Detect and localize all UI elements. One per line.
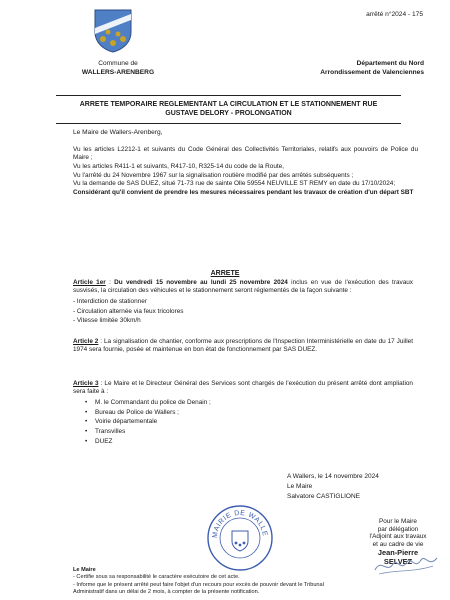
- bullet-icon: •: [85, 437, 88, 445]
- arrete-heading: ARRETE: [210, 270, 240, 277]
- bullet-icon: •: [85, 408, 88, 416]
- stamp-seal-icon: [205, 503, 275, 573]
- footer-line: - Informe que le présent arrêté peut faire l'objet d'un recours pour excès de pouvoir devant le Tribunal: [73, 581, 324, 588]
- recipient-text: Bureau de Police de Wallers ;: [95, 408, 179, 416]
- measure-item: - Circulation alternée via feux tricolores: [73, 307, 184, 315]
- signature-place-date: A Wallers, le 14 novembre 2024: [287, 473, 379, 480]
- intro-line: Le Maire de Wallers-Arenberg,: [73, 129, 163, 136]
- consideration-item: Vu l'arrêté du 24 Novembre 1967 sur la signalisation routière modifié par des arrêtés subséquents ;: [73, 171, 354, 179]
- legal-footer: [73, 567, 443, 596]
- article-2-label: Article 2: [73, 338, 99, 345]
- article-1-sep: :: [105, 279, 115, 286]
- commune-crest: [93, 8, 133, 53]
- delegation-line: et au cadre de vie: [372, 541, 424, 549]
- delegation-line: Pour le Maire: [378, 518, 417, 525]
- recipient-text: M. le Commandant du police de Denain ;: [95, 398, 211, 406]
- article-1: [73, 279, 413, 327]
- svg-text:MAIRIE DE WALLERS: [205, 503, 268, 538]
- department-block: [320, 60, 424, 77]
- document-title: [56, 95, 401, 124]
- recipient-item: [85, 428, 413, 436]
- measure-item: - Interdiction de stationner: [73, 297, 147, 305]
- stamp-text: MAIRIE DE WALLE: [211, 509, 269, 539]
- recipient-text: DUEZ: [95, 437, 113, 445]
- signature-block: [287, 473, 379, 502]
- official-stamp: [205, 503, 275, 573]
- article-1-label: Article 1er: [73, 279, 106, 286]
- department-name: Département du Nord: [356, 60, 424, 67]
- consideration-item: Vu la demande de SAS DUEZ, situé 71-73 rue de sainte Olle 59554 NEUVILLE ST REMY en date du 17/10/2024;: [73, 180, 396, 188]
- recipient-item: [85, 437, 413, 446]
- commune-label: Commune de: [98, 60, 138, 67]
- footer-heading: Le Maire: [73, 567, 96, 573]
- article-1-period: Du vendredi 15 novembre au lundi 25 novembre 2024: [114, 279, 288, 286]
- arrondissement-name: Arrondissement de Valenciennes: [320, 68, 424, 76]
- article-3: [73, 380, 413, 448]
- article-3-label: Article 3: [73, 380, 99, 387]
- footer-line: - Certifie sous sa responsabilité le caractère exécutoire de cet acte.: [73, 574, 240, 581]
- article-3-text: [73, 380, 413, 397]
- recipient-item: [85, 418, 413, 426]
- footer-line: Administratif dans un délai de 2 mois, à compter de la présente notification.: [73, 588, 260, 595]
- article-2-body: : La signalisation de chantier, conforme aux prescriptions de l'Inspection Interministérielle en date du 17 Juillet 1974 sera fournie, posée et maintenue en bon état de fonctionnement par SAS DUEZ.: [73, 338, 413, 354]
- consideration-item: Vu les articles R411-1 et suivants, R417-10, R325-14 du code de la Route,: [73, 163, 285, 171]
- bullet-icon: •: [85, 398, 88, 406]
- article-1-text: [73, 279, 413, 296]
- crest-shield-icon: [93, 8, 133, 53]
- consideration-item: Vu les articles L2212-1 et suivants du Code Général des Collectivités Territoriales, relatifs aux pouvoirs de Police du Maire ;: [73, 146, 418, 162]
- delegation-line: par délégation: [377, 525, 419, 533]
- recipient-item: [85, 408, 413, 417]
- title-line-1: ARRETE TEMPORAIRE REGLEMENTANT LA CIRCULATION ET LE STATIONNEMENT RUE: [79, 101, 378, 108]
- bullet-icon: •: [85, 418, 88, 426]
- recipient-item: [85, 398, 413, 407]
- commune-name: WALLERS-ARENBERG: [81, 68, 155, 76]
- considerations: [73, 146, 418, 198]
- bullet-icon: •: [85, 428, 88, 436]
- signature-name: Salvatore CASTIGLIONE: [287, 492, 360, 500]
- title-line-2: GUSTAVE DELORY - PROLONGATION: [165, 110, 292, 118]
- recipient-text: Voirie départementale: [95, 418, 158, 426]
- measure-item: - Vitesse limitée 30km/h: [73, 317, 141, 325]
- recipients-list: [85, 398, 413, 446]
- recipient-text: Transvilles: [95, 428, 126, 436]
- article-3-body: : Le Maire et le Directeur Général des Services sont chargés de l'exécution du présent arrêté dont ampliation sera faite à :: [73, 380, 413, 396]
- measures-list: [73, 298, 413, 326]
- signature-role: Le Maire: [287, 482, 313, 490]
- commune-block: [73, 60, 163, 77]
- delegation-line: l'Adjoint aux travaux: [369, 533, 427, 541]
- article-2: [73, 338, 413, 355]
- delegate-name: Jean-Pierre SELVEZ: [377, 547, 419, 566]
- consideration-item: Considérant qu'il convient de prendre les mesures nécessaires pendant les travaux de création d'un départ SBT: [73, 189, 414, 197]
- arrete-reference: arrêté n°2024 - 175: [366, 11, 423, 18]
- article-1-body: inclus en vue de l'exécution des travaux susvisés, la circulation des véhicules et le stationnement seront réglementés de la façon suivante :: [73, 279, 414, 295]
